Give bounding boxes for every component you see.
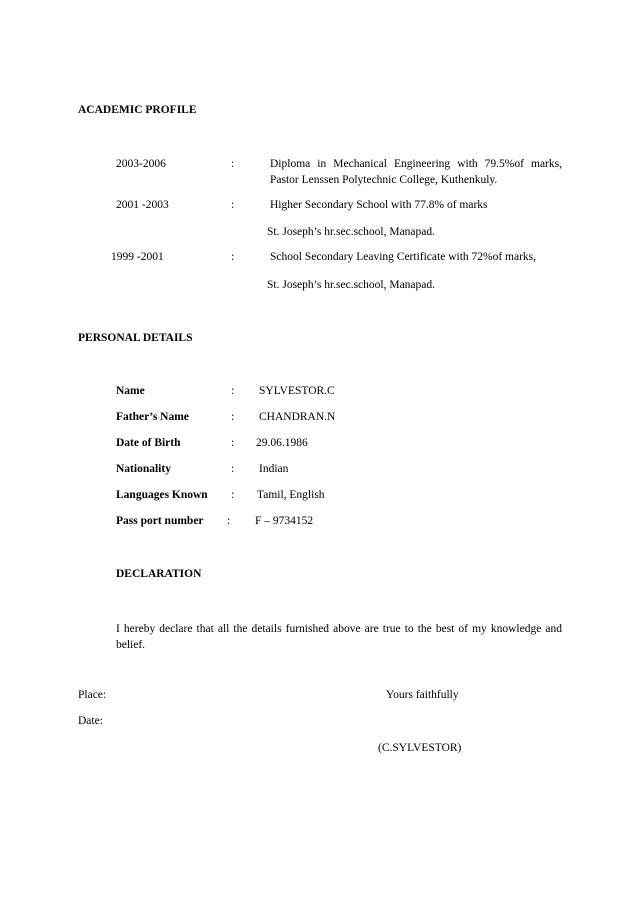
- academic-detail-line1: School Secondary Leaving Certificate with 72%of marks,: [270, 251, 537, 263]
- academic-year: 1999 -2001: [111, 251, 164, 263]
- personal-colon: :: [231, 489, 235, 501]
- personal-value: SYLVESTOR.C: [259, 385, 335, 397]
- personal-colon: :: [231, 385, 235, 397]
- personal-colon: :: [227, 515, 231, 527]
- personal-label: Date of Birth: [116, 437, 181, 449]
- closing-text: Yours faithfully: [386, 689, 459, 701]
- academic-detail-line2: St. Joseph’s hr.sec.school, Manapad.: [267, 279, 436, 291]
- declaration-heading: DECLARATION: [116, 568, 202, 580]
- academic-year: 2001 -2003: [116, 199, 169, 211]
- personal-colon: :: [231, 463, 235, 475]
- academic-year: 2003-2006: [116, 158, 166, 170]
- personal-label: Nationality: [116, 463, 171, 475]
- personal-colon: :: [231, 437, 235, 449]
- academic-profile-heading: ACADEMIC PROFILE: [78, 104, 197, 116]
- personal-value: Indian: [259, 463, 289, 475]
- personal-value: 29.06.1986: [256, 437, 308, 449]
- place-label: Place:: [78, 689, 107, 701]
- personal-value: CHANDRAN.N: [259, 411, 336, 423]
- academic-detail-line2: Pastor Lenssen Polytechnic College, Kuthenkuly.: [270, 174, 498, 186]
- academic-detail-line1: Higher Secondary School with 77.8% of marks: [270, 199, 488, 211]
- personal-label: Name: [116, 385, 145, 397]
- academic-detail-line1: Diploma in Mechanical Engineering with 79.5%of marks,: [270, 158, 562, 170]
- date-label: Date:: [78, 715, 103, 727]
- personal-label: Pass port number: [116, 515, 204, 527]
- personal-label: Father’s Name: [116, 411, 189, 423]
- academic-colon: :: [231, 158, 235, 170]
- academic-colon: :: [231, 251, 235, 263]
- personal-value: Tamil, English: [257, 489, 325, 501]
- academic-detail-line2: St. Joseph’s hr.sec.school, Manapad.: [267, 226, 436, 238]
- personal-colon: :: [231, 411, 235, 423]
- academic-colon: :: [231, 199, 235, 211]
- personal-details-heading: PERSONAL DETAILS: [78, 332, 193, 344]
- signature-name: (C.SYLVESTOR): [378, 742, 462, 754]
- declaration-text: I hereby declare that all the details furnished above are true to the best of my knowledge and belief.: [116, 623, 562, 651]
- personal-value: F – 9734152: [255, 515, 314, 527]
- personal-label: Languages Known: [116, 489, 208, 501]
